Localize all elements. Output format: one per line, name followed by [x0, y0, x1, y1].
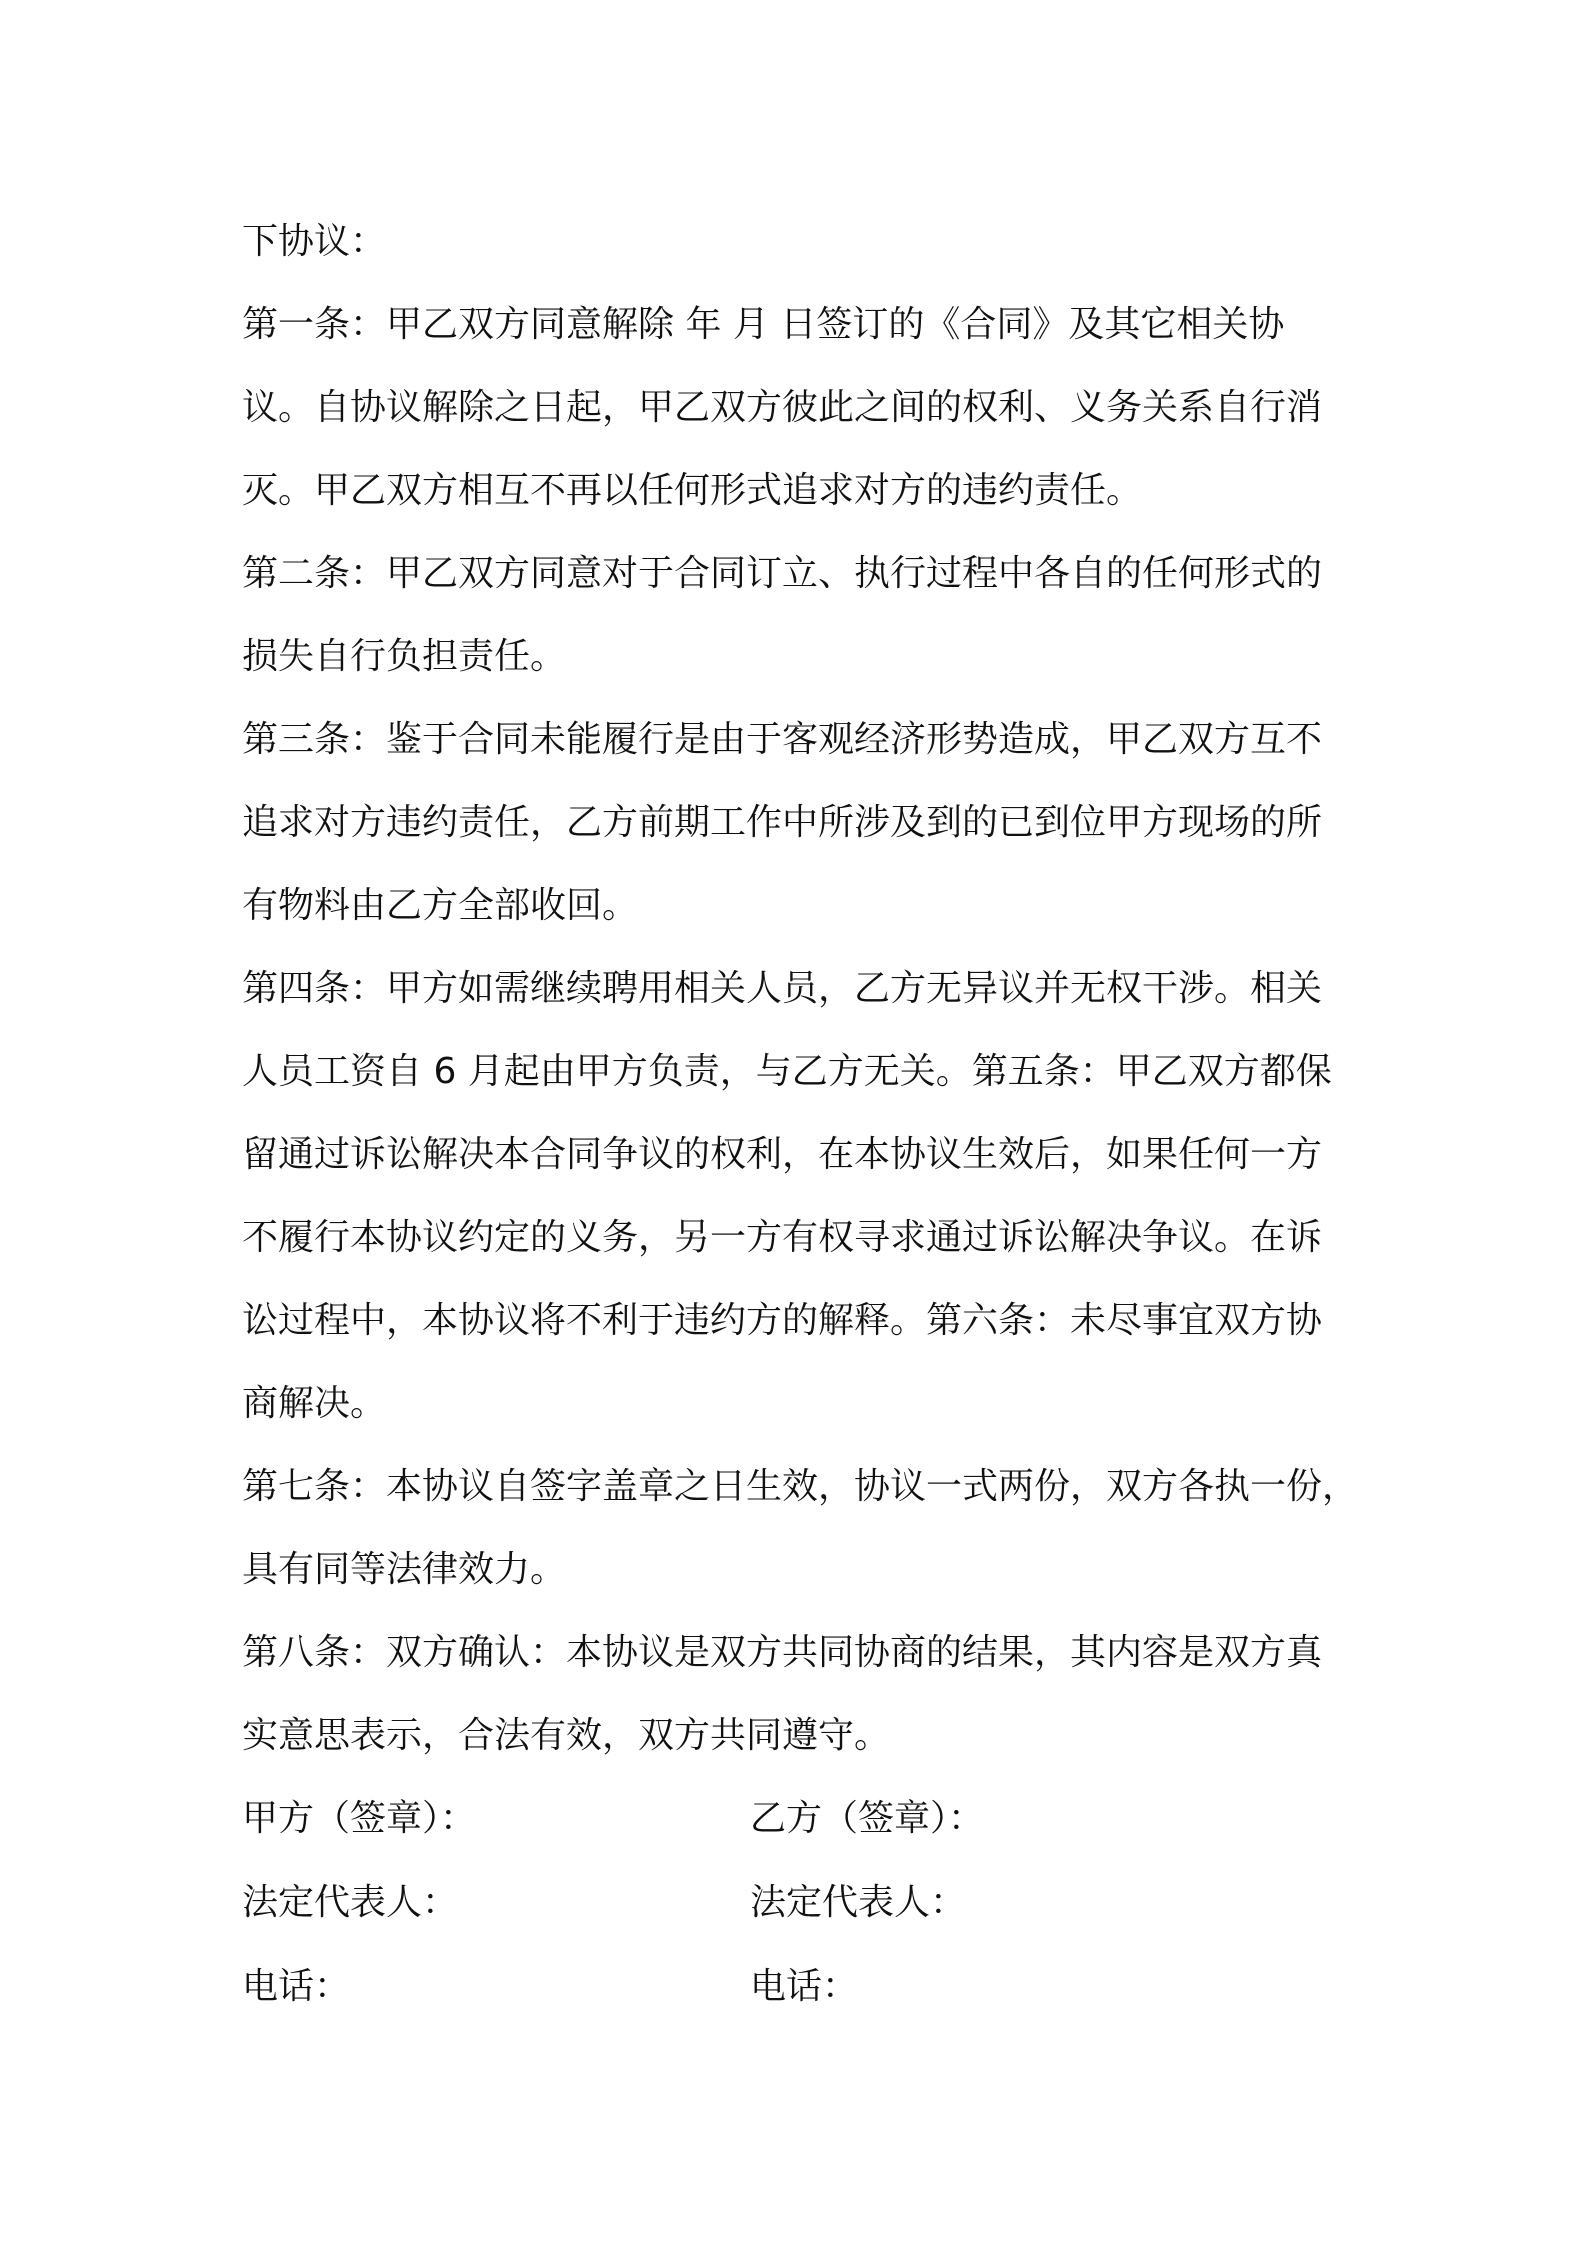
signature-row-representative [242, 1861, 1362, 1945]
text-line: 第四条：甲方如需继续聘用相关人员，乙方无异议并无权干涉。相关 [242, 968, 1323, 1009]
text-line: 议。自协议解除之日起，甲乙双方彼此之间的权利、义务关系自行消 [242, 387, 1323, 428]
text-line: 人员工资自 6 月起由甲方负责，与乙方无关。第五条：甲乙双方都保 [242, 1051, 1332, 1092]
text-line: 有物料由乙方全部收回。 [242, 885, 639, 926]
party-a-representative-label: 法定代表人： [242, 1882, 459, 1923]
party-b-seal-label: 乙方（签章）： [750, 1798, 985, 1839]
text-line: 留通过诉讼解决本合同争议的权利，在本协议生效后，如果任何一方 [242, 1134, 1323, 1175]
text-line: 不履行本协议约定的义务，另一方有权寻求通过诉讼解决争议。在诉 [242, 1217, 1323, 1258]
text-line: 商解决。 [242, 1383, 387, 1424]
text-line: 第八条：双方确认：本协议是双方共同协商的结果，其内容是双方真 [242, 1632, 1323, 1673]
signature-row-seal [242, 1777, 1362, 1861]
document-body [242, 200, 1362, 2029]
text-line: 第二条：甲乙双方同意对于合同订立、执行过程中各自的任何形式的 [242, 553, 1323, 594]
party-a-phone-label: 电话： [242, 1966, 351, 2007]
party-a-seal-label: 甲方（签章）： [242, 1798, 477, 1839]
text-line: 讼过程中，本协议将不利于违约方的解释。第六条：未尽事宜双方协 [242, 1300, 1323, 1341]
text-line: 灭。甲乙双方相互不再以任何形式追求对方的违约责任。 [242, 470, 1143, 511]
text-line: 第一条：甲乙双方同意解除 年 月 日签订的《合同》及其它相关协 [242, 304, 1285, 345]
text-line: 第三条：鉴于合同未能履行是由于客观经济形势造成，甲乙双方互不 [242, 719, 1323, 760]
text-line: 实意思表示，合法有效，双方共同遵守。 [242, 1715, 891, 1756]
party-b-representative-label: 法定代表人： [750, 1882, 967, 1923]
party-b-phone-label: 电话： [750, 1966, 859, 2007]
text-line: 追求对方违约责任，乙方前期工作中所涉及到的已到位甲方现场的所 [242, 802, 1323, 843]
text-line: 下协议： [242, 221, 387, 262]
text-line: 具有同等法律效力。 [242, 1549, 567, 1590]
text-line: 第七条：本协议自签字盖章之日生效，协议一式两份，双方各执一份， [242, 1466, 1359, 1507]
signature-row-phone [242, 1945, 1362, 2029]
text-line: 损失自行负担责任。 [242, 636, 567, 677]
